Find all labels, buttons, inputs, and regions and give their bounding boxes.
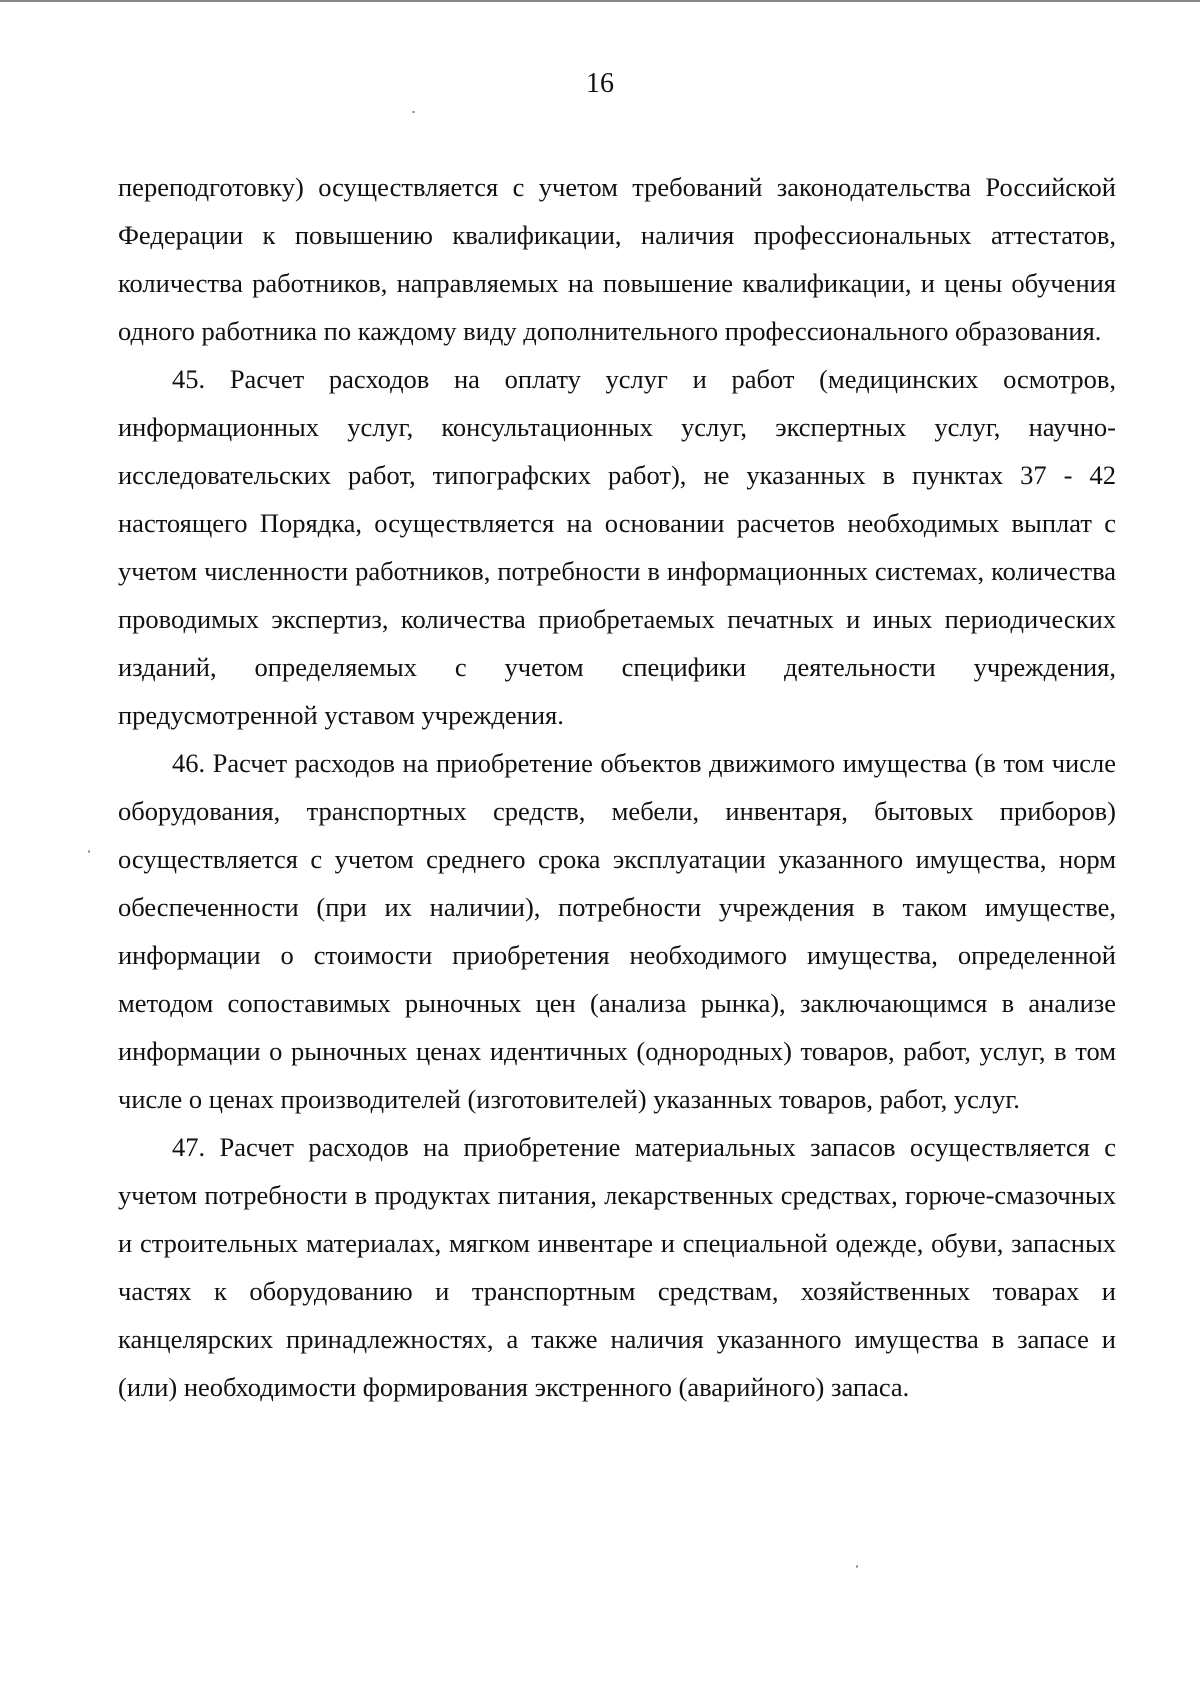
scan-artifact xyxy=(88,850,90,853)
scan-artifact xyxy=(412,111,415,113)
paragraph-46: 46. Расчет расходов на приобретение объектов движимого имущества (в том числе оборудования, транспортных средств, мебели, инвентаря, бытовых приборов) осуществляется с учетом среднего срока эксплуатации указанного имущества, норм обеспеченности (при их наличии), потребности учреждения в таком имуществе, информации о стоимости приобретения необходимого имущества, определенной методом сопоставимых рыночных цен (анализа рынка), заключающимся в анализе информации о рыночных ценах идентичных (однородных) товаров, работ, услуг, в том числе о ценах производителей (изготовителей) указанных товаров, работ, услуг. xyxy=(118,748,1116,1114)
paragraph-47: 47. Расчет расходов на приобретение материальных запасов осуществляется с учетом потребности в продуктах питания, лекарственных средствах, горюче-смазочных и строительных материалах, мягком инвентаре и специальной одежде, обуви, запасных частях к оборудованию и транспортным средствам, хозяйственных товарах и канцелярских принадлежностях, а также наличия указанного имущества в запасе и (или) необходимости формирования экстренного (аварийного) запаса. xyxy=(118,1132,1116,1402)
page-number: 16 xyxy=(586,68,614,99)
scan-artifact xyxy=(856,1565,858,1568)
page-edge xyxy=(0,0,1200,2)
paragraph-45: 45. Расчет расходов на оплату услуг и работ (медицинских осмотров, информационных услуг, консультационных услуг, экспертных услуг, научно-исследовательских работ, типографских работ), не указанных в пунктах 37 - 42 настоящего Порядка, осуществляется на основании расчетов необходимых выплат с учетом численности работников, потребности в информационных системах, количества проводимых экспертиз, количества приобретаемых печатных и иных периодических изданий, определяемых с учетом специфики деятельности учреждения, предусмотренной уставом учреждения. xyxy=(118,364,1116,730)
document-body xyxy=(118,163,1116,1411)
paragraph-continuation: переподготовку) осуществляется с учетом требований законодательства Российской Федерации к повышению квалификации, наличия профессиональных аттестатов, количества работников, направляемых на повышение квалификации, и цены обучения одного работника по каждому виду дополнительного профессионального образования. xyxy=(118,172,1116,346)
